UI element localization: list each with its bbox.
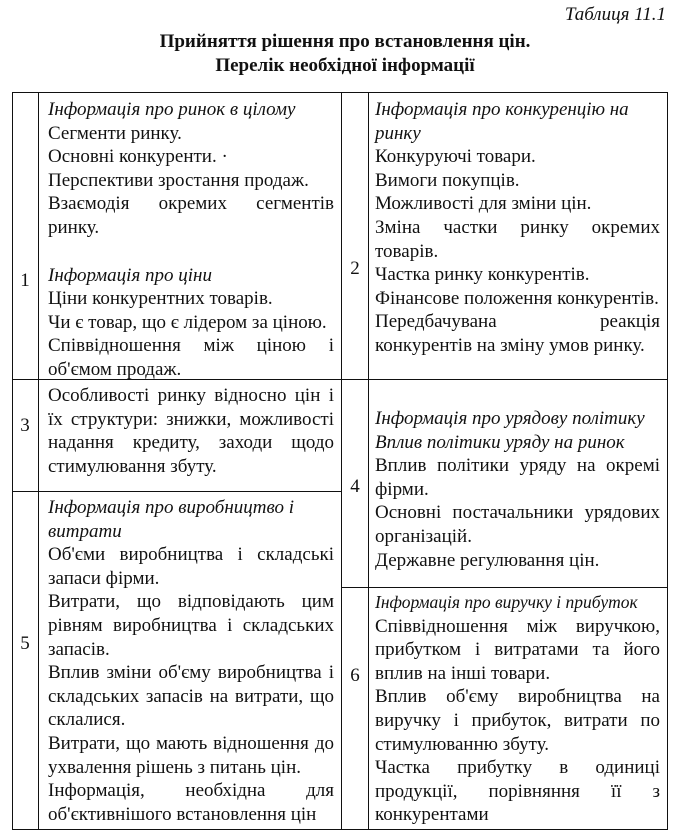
list-item: Можливості для зміни цін. xyxy=(375,193,592,215)
list-item: Співвідношення між виручкою, прибутком і витратами та його вплив на інші товари. xyxy=(375,615,660,684)
list-item: Сегменти ринку. xyxy=(48,122,182,144)
list-item: Співвідношення між ціною і об'ємом продаж. xyxy=(48,335,334,380)
list-item: Ціни конкурентних товарів. xyxy=(48,288,273,310)
table-divider xyxy=(38,93,39,829)
list-item: Частка ринку конкурентів. xyxy=(375,264,590,286)
row-number-2: 2 xyxy=(350,258,360,279)
title-line-1: Прийняття рішення про встановлення цін. xyxy=(159,31,531,52)
heading-prices: Інформація про ціни xyxy=(48,264,212,286)
spacer xyxy=(48,240,334,264)
row-number-5: 5 xyxy=(20,633,30,654)
row-divider xyxy=(12,491,341,492)
cell-market-features xyxy=(48,384,334,478)
table-divider xyxy=(341,93,342,829)
cell-competition xyxy=(375,98,660,358)
row-number-3: 3 xyxy=(20,415,30,436)
list-item: Частка прибутку в одиниці продукції, порівняння її з конкурентами xyxy=(375,757,660,826)
row-number-1: 1 xyxy=(20,270,30,291)
cell-revenue-profit xyxy=(375,591,660,827)
list-item: Вплив політики уряду на окремі фірми. xyxy=(375,455,660,500)
heading-market: Інформація про ринок в цілому xyxy=(48,99,296,120)
heading-revenue: Інформація про виручку і прибуток xyxy=(375,592,638,612)
table-border-right xyxy=(667,93,668,829)
list-item: Вимоги покупців. xyxy=(375,169,520,191)
table-border-left xyxy=(12,93,13,829)
list-item: Об'єми виробництва і складські запаси фірми. xyxy=(48,544,334,589)
table-label: Таблиця 11.1 xyxy=(564,4,666,25)
heading-government-impact: Вплив політики уряду на ринок xyxy=(375,431,625,453)
list-item: Зміна частки ринку окремих товарів. xyxy=(375,216,660,262)
list-item: Взаємодія окремих сегментів ринку. xyxy=(48,193,334,238)
list-item: Особливості ринку відносно цін і їх структури: знижки, можливості надання кредиту, заходи щодо стимулювання збуту. xyxy=(48,385,334,477)
list-item: Фінансове положення конкурентів. xyxy=(375,287,659,309)
list-item: Витрати, що мають відношення до ухвалення рішень з питань цін. xyxy=(48,732,334,778)
row-number-4: 4 xyxy=(350,476,360,497)
info-table xyxy=(12,92,668,830)
list-item: Вплив зміни об'єму виробництва і складських запасів на витрати, що склалися. xyxy=(48,662,334,731)
list-item: Перспективи зростання продаж. xyxy=(48,169,309,191)
list-item: Основні постачальники урядових організацій. xyxy=(375,502,660,547)
heading-government: Інформація про урядову політику xyxy=(375,408,645,429)
list-item: Інформація, необхідна для об'єктивнішого встановлення цін xyxy=(48,780,334,825)
table-title xyxy=(0,30,690,78)
list-item: Конкуруючі товари. xyxy=(375,146,536,168)
list-item: Основні конкуренти. · xyxy=(48,146,228,168)
cell-production-costs xyxy=(48,496,334,826)
list-item: Витрати, що відповідають цим рівням виробництва і складських запасів. xyxy=(48,591,334,660)
list-item: Вплив об'єму виробництва на виручку і прибуток, витрати по стимулюванню збуту. xyxy=(375,686,660,755)
row-divider xyxy=(341,379,667,380)
row-number-6: 6 xyxy=(350,665,360,686)
title-line-2: Перелік необхідної інформації xyxy=(215,55,475,76)
list-item: Передбачувана реакція конкурентів на зміну умов ринку. xyxy=(375,311,660,356)
list-item: Чи є товар, що є лідером за ціною. xyxy=(48,311,327,333)
table-divider xyxy=(368,93,369,829)
row-divider xyxy=(341,587,667,588)
heading-competition: Інформація про конкуренцію на ринку xyxy=(375,99,629,144)
cell-government-policy xyxy=(375,407,660,572)
list-item: Державне регулювання цін. xyxy=(375,549,600,571)
cell-market-and-prices xyxy=(48,98,334,382)
heading-production: Інформація про виробництво і витрати xyxy=(48,497,295,542)
